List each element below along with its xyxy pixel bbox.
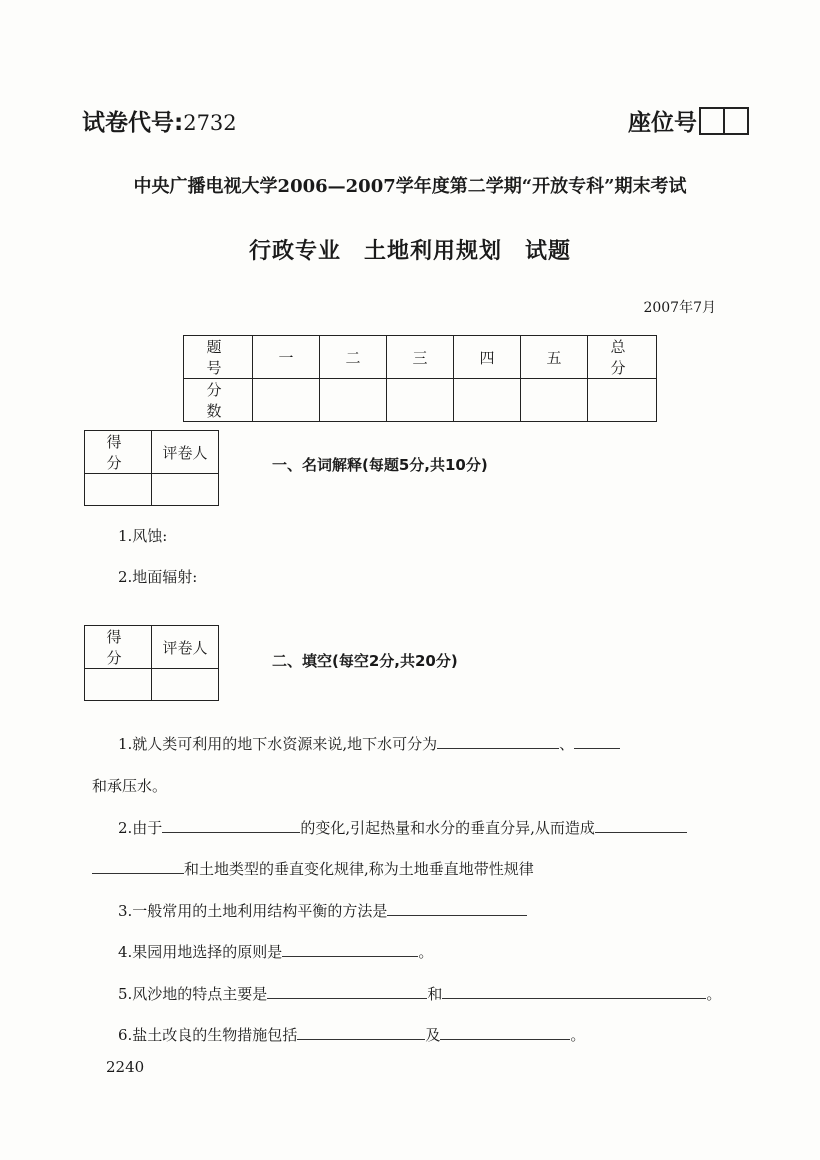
grader-name-label: 评卷人 bbox=[152, 626, 219, 669]
answer-blank[interactable] bbox=[442, 984, 706, 999]
score-entry-cell[interactable] bbox=[320, 379, 387, 422]
grader-name-cell[interactable] bbox=[152, 474, 219, 506]
exam-code-value: 2732 bbox=[183, 111, 237, 135]
section-2-title: 二、填空(每空2分,共20分) bbox=[272, 652, 458, 670]
grader-score-label: 得 分 bbox=[85, 626, 152, 669]
score-table-cell: 四 bbox=[454, 336, 521, 379]
question-2-2 bbox=[118, 817, 687, 838]
score-table-cell: 题 号 bbox=[184, 336, 253, 379]
score-entry-cell[interactable] bbox=[588, 379, 657, 422]
answer-blank[interactable] bbox=[282, 942, 418, 957]
question-end: 。 bbox=[418, 943, 434, 961]
seat-number bbox=[628, 104, 749, 137]
question-text: 和 bbox=[427, 985, 443, 1003]
question-text: 和土地类型的垂直变化规律,称为土地垂直地带性规律 bbox=[184, 860, 534, 878]
question-1-1: 1.风蚀: bbox=[118, 527, 168, 545]
grader-name-label: 评卷人 bbox=[152, 431, 219, 474]
exam-code bbox=[82, 104, 237, 137]
question-text: 2.由于 bbox=[118, 819, 163, 837]
question-2-4 bbox=[118, 941, 433, 962]
exam-title: 行政专业 土地利用规划 试题 bbox=[248, 239, 571, 264]
grader-score-cell[interactable] bbox=[85, 669, 152, 701]
score-table-header-row bbox=[184, 336, 657, 379]
question-text: 1.就人类可利用的地下水资源来说,地下水可分为 bbox=[118, 735, 438, 753]
answer-blank[interactable] bbox=[440, 1025, 570, 1040]
question-2-1-cont: 和承压水。 bbox=[92, 777, 168, 795]
exam-date: 2007年7月 bbox=[643, 300, 716, 316]
question-text: 4.果园用地选择的原则是 bbox=[118, 943, 283, 961]
answer-blank[interactable] bbox=[92, 859, 184, 874]
question-text: 及 bbox=[425, 1026, 441, 1044]
question-2-2-cont bbox=[92, 858, 534, 879]
question-1-2: 2.地面辐射: bbox=[118, 568, 198, 586]
score-table-cell: 总 分 bbox=[588, 336, 657, 379]
score-table bbox=[183, 335, 657, 422]
question-text: 3.一般常用的土地利用结构平衡的方法是 bbox=[118, 902, 388, 920]
score-table-cell: 五 bbox=[521, 336, 588, 379]
question-2-6 bbox=[118, 1024, 585, 1045]
answer-blank[interactable] bbox=[595, 818, 687, 833]
exam-header: 中央广播电视大学2006—2007学年度第二学期“开放专科”期末考试 bbox=[133, 176, 687, 197]
question-text: 5.风沙地的特点主要是 bbox=[118, 985, 268, 1003]
answer-blank[interactable] bbox=[162, 818, 300, 833]
answer-blank[interactable] bbox=[387, 901, 527, 916]
score-entry-cell[interactable] bbox=[253, 379, 320, 422]
question-text: 6.盐土改良的生物措施包括 bbox=[118, 1026, 298, 1044]
question-2-5 bbox=[118, 983, 721, 1004]
score-entry-cell[interactable] bbox=[521, 379, 588, 422]
score-entry-cell[interactable] bbox=[454, 379, 521, 422]
score-entry-cell[interactable] bbox=[387, 379, 454, 422]
score-table-score-row bbox=[184, 379, 657, 422]
score-table-cell: 三 bbox=[387, 336, 454, 379]
grader-name-cell[interactable] bbox=[152, 669, 219, 701]
exam-code-label: 试卷代号: bbox=[82, 110, 184, 136]
answer-blank[interactable] bbox=[574, 734, 620, 749]
answer-blank[interactable] bbox=[267, 984, 427, 999]
page-number: 2240 bbox=[106, 1058, 145, 1076]
section-1-title: 一、名词解释(每题5分,共10分) bbox=[272, 456, 488, 474]
score-table-cell: 二 bbox=[320, 336, 387, 379]
question-text: 的变化,引起热量和水分的垂直分异,从而造成 bbox=[300, 819, 595, 837]
separator: 、 bbox=[559, 735, 575, 753]
answer-blank[interactable] bbox=[297, 1025, 425, 1040]
grader-score-label: 得 分 bbox=[85, 431, 152, 474]
answer-blank[interactable] bbox=[437, 734, 559, 749]
question-end: 。 bbox=[570, 1026, 586, 1044]
score-table-cell: 一 bbox=[253, 336, 320, 379]
grader-box-1 bbox=[84, 430, 219, 506]
question-2-3 bbox=[118, 900, 527, 921]
grader-box-2 bbox=[84, 625, 219, 701]
question-2-1 bbox=[118, 733, 620, 754]
seat-boxes[interactable] bbox=[699, 107, 749, 135]
grader-score-cell[interactable] bbox=[85, 474, 152, 506]
question-end: 。 bbox=[706, 985, 722, 1003]
seat-label: 座位号 bbox=[628, 110, 697, 136]
score-table-cell: 分 数 bbox=[184, 379, 253, 422]
